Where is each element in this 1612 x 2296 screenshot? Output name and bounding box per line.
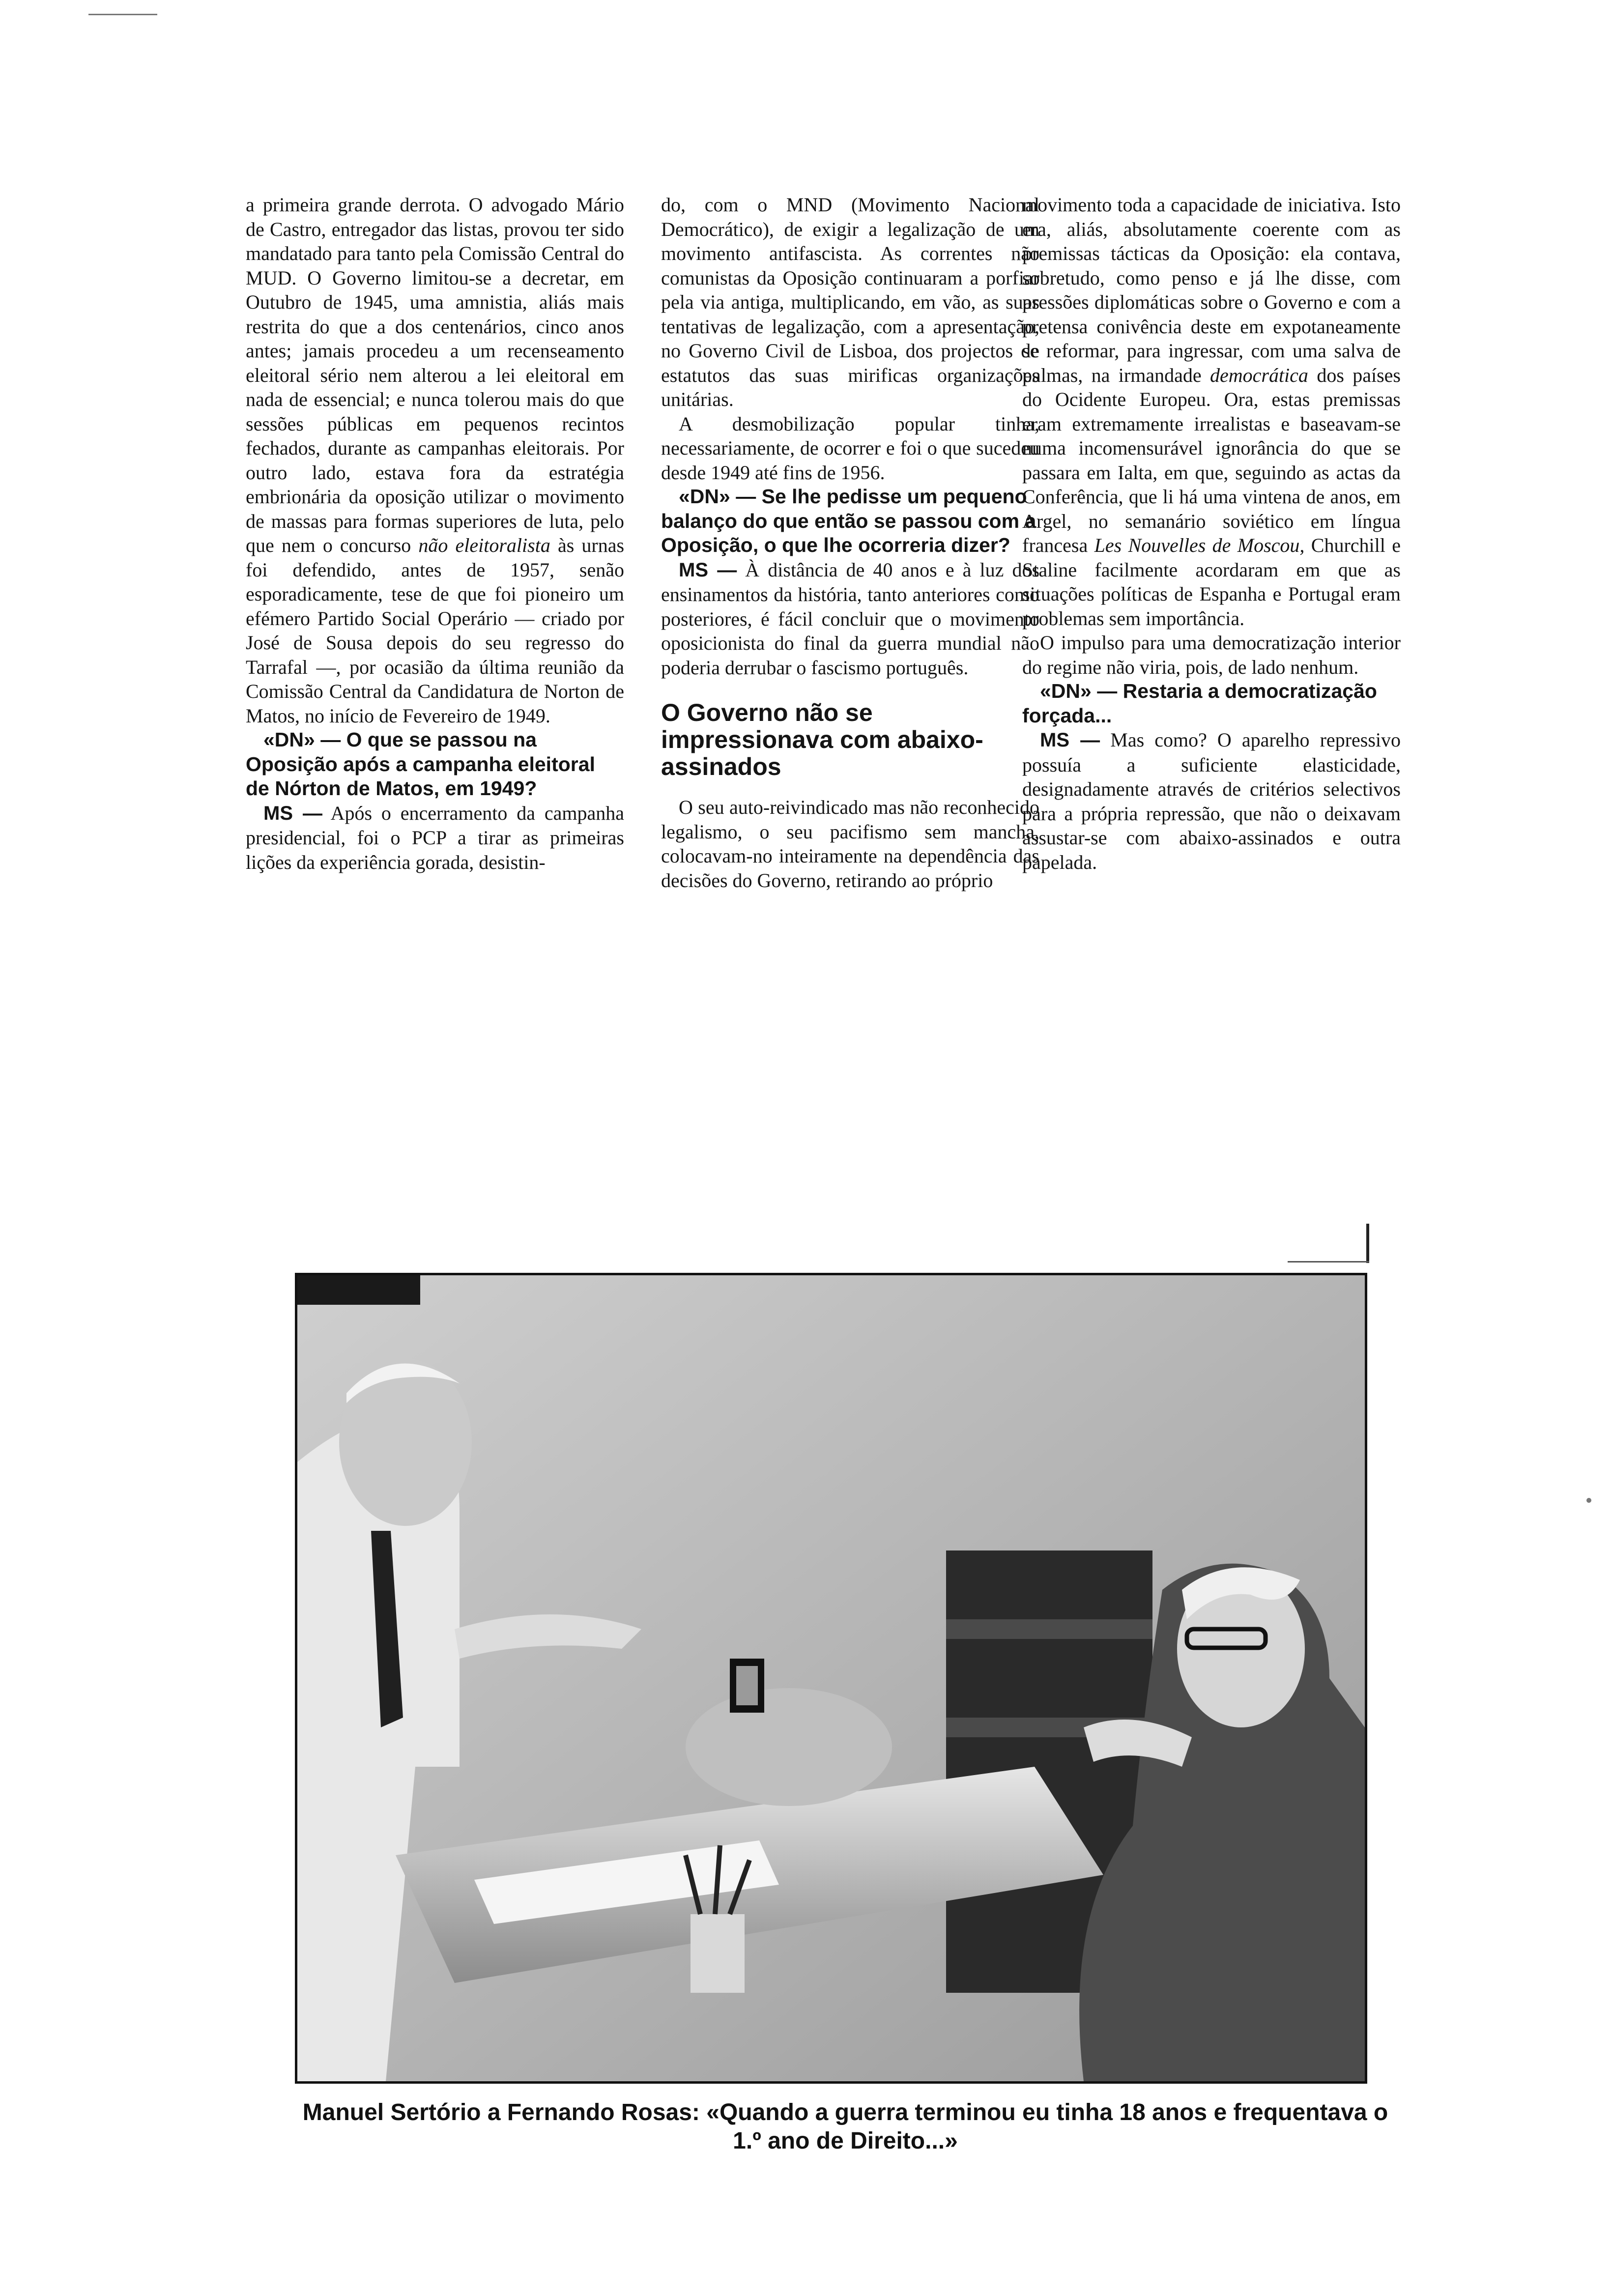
pen-cup (691, 1914, 745, 1993)
question-3: «DN» — Restaria a democratização forçada... (1022, 680, 1377, 727)
article-column-1 (246, 193, 624, 1259)
col2-paragraph-3: O seu auto-reivindicado mas não reconhecido legalismo, o seu pacifismo sem mancha, colocavam-no inteiramente na dependência das decisões do Governo, retirando ao próprio (661, 796, 1039, 891)
scan-mark-top (88, 14, 157, 15)
col1-paragraph-1: a primeira grande derrota. O advogado Mário de Castro, entregador das listas, provou ter sido mandatado para tanto pela Comissão Central do MUD. O Governo limitou-se a decretar, em Outubro de 1945, uma amnistia, aliás mais restrita do que a dos centenários, cinco anos antes; jamais procedeu a um recenseamento eleitoral sério nem alterou a lei eleitoral em nada de essencial; e nunca tolerou mais do que sessões públicas em pequenos recintos fechados, durante as campanhas eleitorais. Por outro lado, estava fora da estratégia embrionária da oposição utilizar o movimento de massas para formas superiores de luta, pelo que nem o concurso (246, 194, 624, 556)
scan-mark-right (1586, 1498, 1591, 1503)
lamp-base (686, 1688, 892, 1806)
answer-2: MS — À distância de 40 anos e à luz dos ensinamentos da história, tanto anteriores como posteriores, é fácil concluir que o movimento oposicionista do final da guerra mundial não poderia derrubar o fascismo português. (661, 558, 1039, 679)
subheading: O Governo não se impressionava com abaixo-assinados (661, 699, 983, 780)
col3-emphasis-1: democrática (1209, 364, 1308, 386)
question-2: «DN» — Se lhe pedisse um pequeno balanço do que então se passou com a Oposição, o que lhe ocorreria dizer? (661, 485, 1036, 556)
column-rule-bottom (1288, 1261, 1369, 1263)
interview-photograph (295, 1273, 1367, 2084)
column-rule (1366, 1224, 1369, 1263)
col2-paragraph-1: do, com o MND (Movimento Nacional Democrático), de exigir a legalização de um movimento antifascista. As correntes não comunistas da Oposição continuaram a porfiar pela via antiga, multiplicando, em vão, as suas tentativas de legalização, com a apresentação, no Governo Civil de Lisboa, dos projectos de estatutos das suas mirificas organizações unitárias. (661, 194, 1039, 410)
photo-illustration (297, 1275, 1365, 2081)
article-column-3: movimento toda a capacidade de iniciativa. Isto era, aliás, absolutamente coerente com as premissas tácticas da Oposição: ela contava, sobretudo, como penso e já lhe disse, com pressões diplomáticas sobre o Governo e com a pretensa conivência deste em expotaneamente se reformar, para ingressar, com uma salva de palmas, na irmandade democrática dos países do Ocidente Europeu. Ora, estas premissas eram extremamente irrealistas e baseavam-se numa incomensurável ignorância do que se passara em Ialta, em que, seguindo as actas da Conferência, que li há uma vintena de anos, em Argel, no semanário soviético em língua francesa Les Nouvelles de Moscou, Churchill e Staline facilmente acordaram em que as situações políticas de Espanha e Portugal eram problemas sem importância. O impulso para uma democratização interior do regime não viria, pois, de lado nenhum. «DN» — Restaria a democratização forçada... MS — Mas como? O aparelho repressivo possuía a suficiente elasticidade, designadamente através de critérios selectivos para a própria repressão, que não o deixavam assustar-se com abaixo-assinados e outra papelada. (1022, 193, 1401, 1259)
answer-1: MS — Após o encerramento da campanha presidencial, foi o PCP a tirar as primeiras lições da experiência gorada, desistin- (246, 802, 624, 873)
answer-3: MS — Mas como? O aparelho repressivo possuía a suficiente elasticidade, designadamente através de critérios selectivos para a própria repressão, que não o deixavam assustar-se com abaixo-assinados e outra papelada. (1022, 729, 1401, 873)
question-1: «DN» — O que se passou na Oposição após a campanha eleitoral de Nórton de Matos, em 1949? (246, 728, 595, 800)
photo-dark-corner (297, 1275, 420, 1305)
col3-paragraph-1: movimento toda a capacidade de iniciativa. Isto era, aliás, absolutamente coerente com as premissas tácticas da Oposição: ela contava, sobretudo, como penso e já lhe disse, com pressões diplomáticas sobre o Governo e com a pretensa conivência deste em expotaneamente se reformar, para ingressar, com uma salva de palmas, na irmandade (1022, 194, 1401, 386)
col3-paragraph-2: O impulso para uma democratização interior do regime não viria, pois, de lado nenhum. (1022, 631, 1401, 678)
col1-emphasis: não eleitoralista (418, 534, 550, 556)
article-column-2 (661, 193, 1039, 1259)
col3-emphasis-2: Les Nouvelles de Moscou, (1094, 534, 1305, 556)
col2-paragraph-2: A desmobilização popular tinha, necessariamente, de ocorrer e foi o que sucedeu desde 1949 até fins de 1956. (661, 412, 1039, 484)
col1-paragraph-1-end: às urnas foi defendido, antes de 1957, senão esporadicamente, tese de que foi pioneiro um efémero Partido Social Operário — criado por José de Sousa depois do seu regresso do Tarrafal —, por ocasião da última reunião da Comissão Central da Candidatura de Norton de Matos, no início de Fevereiro de 1949. (246, 534, 624, 727)
photo-caption: Manuel Sertório a Fernando Rosas: «Quando a guerra terminou eu tinha 18 anos e frequentava o 1.º ano de Direito...» (302, 2099, 1388, 2154)
